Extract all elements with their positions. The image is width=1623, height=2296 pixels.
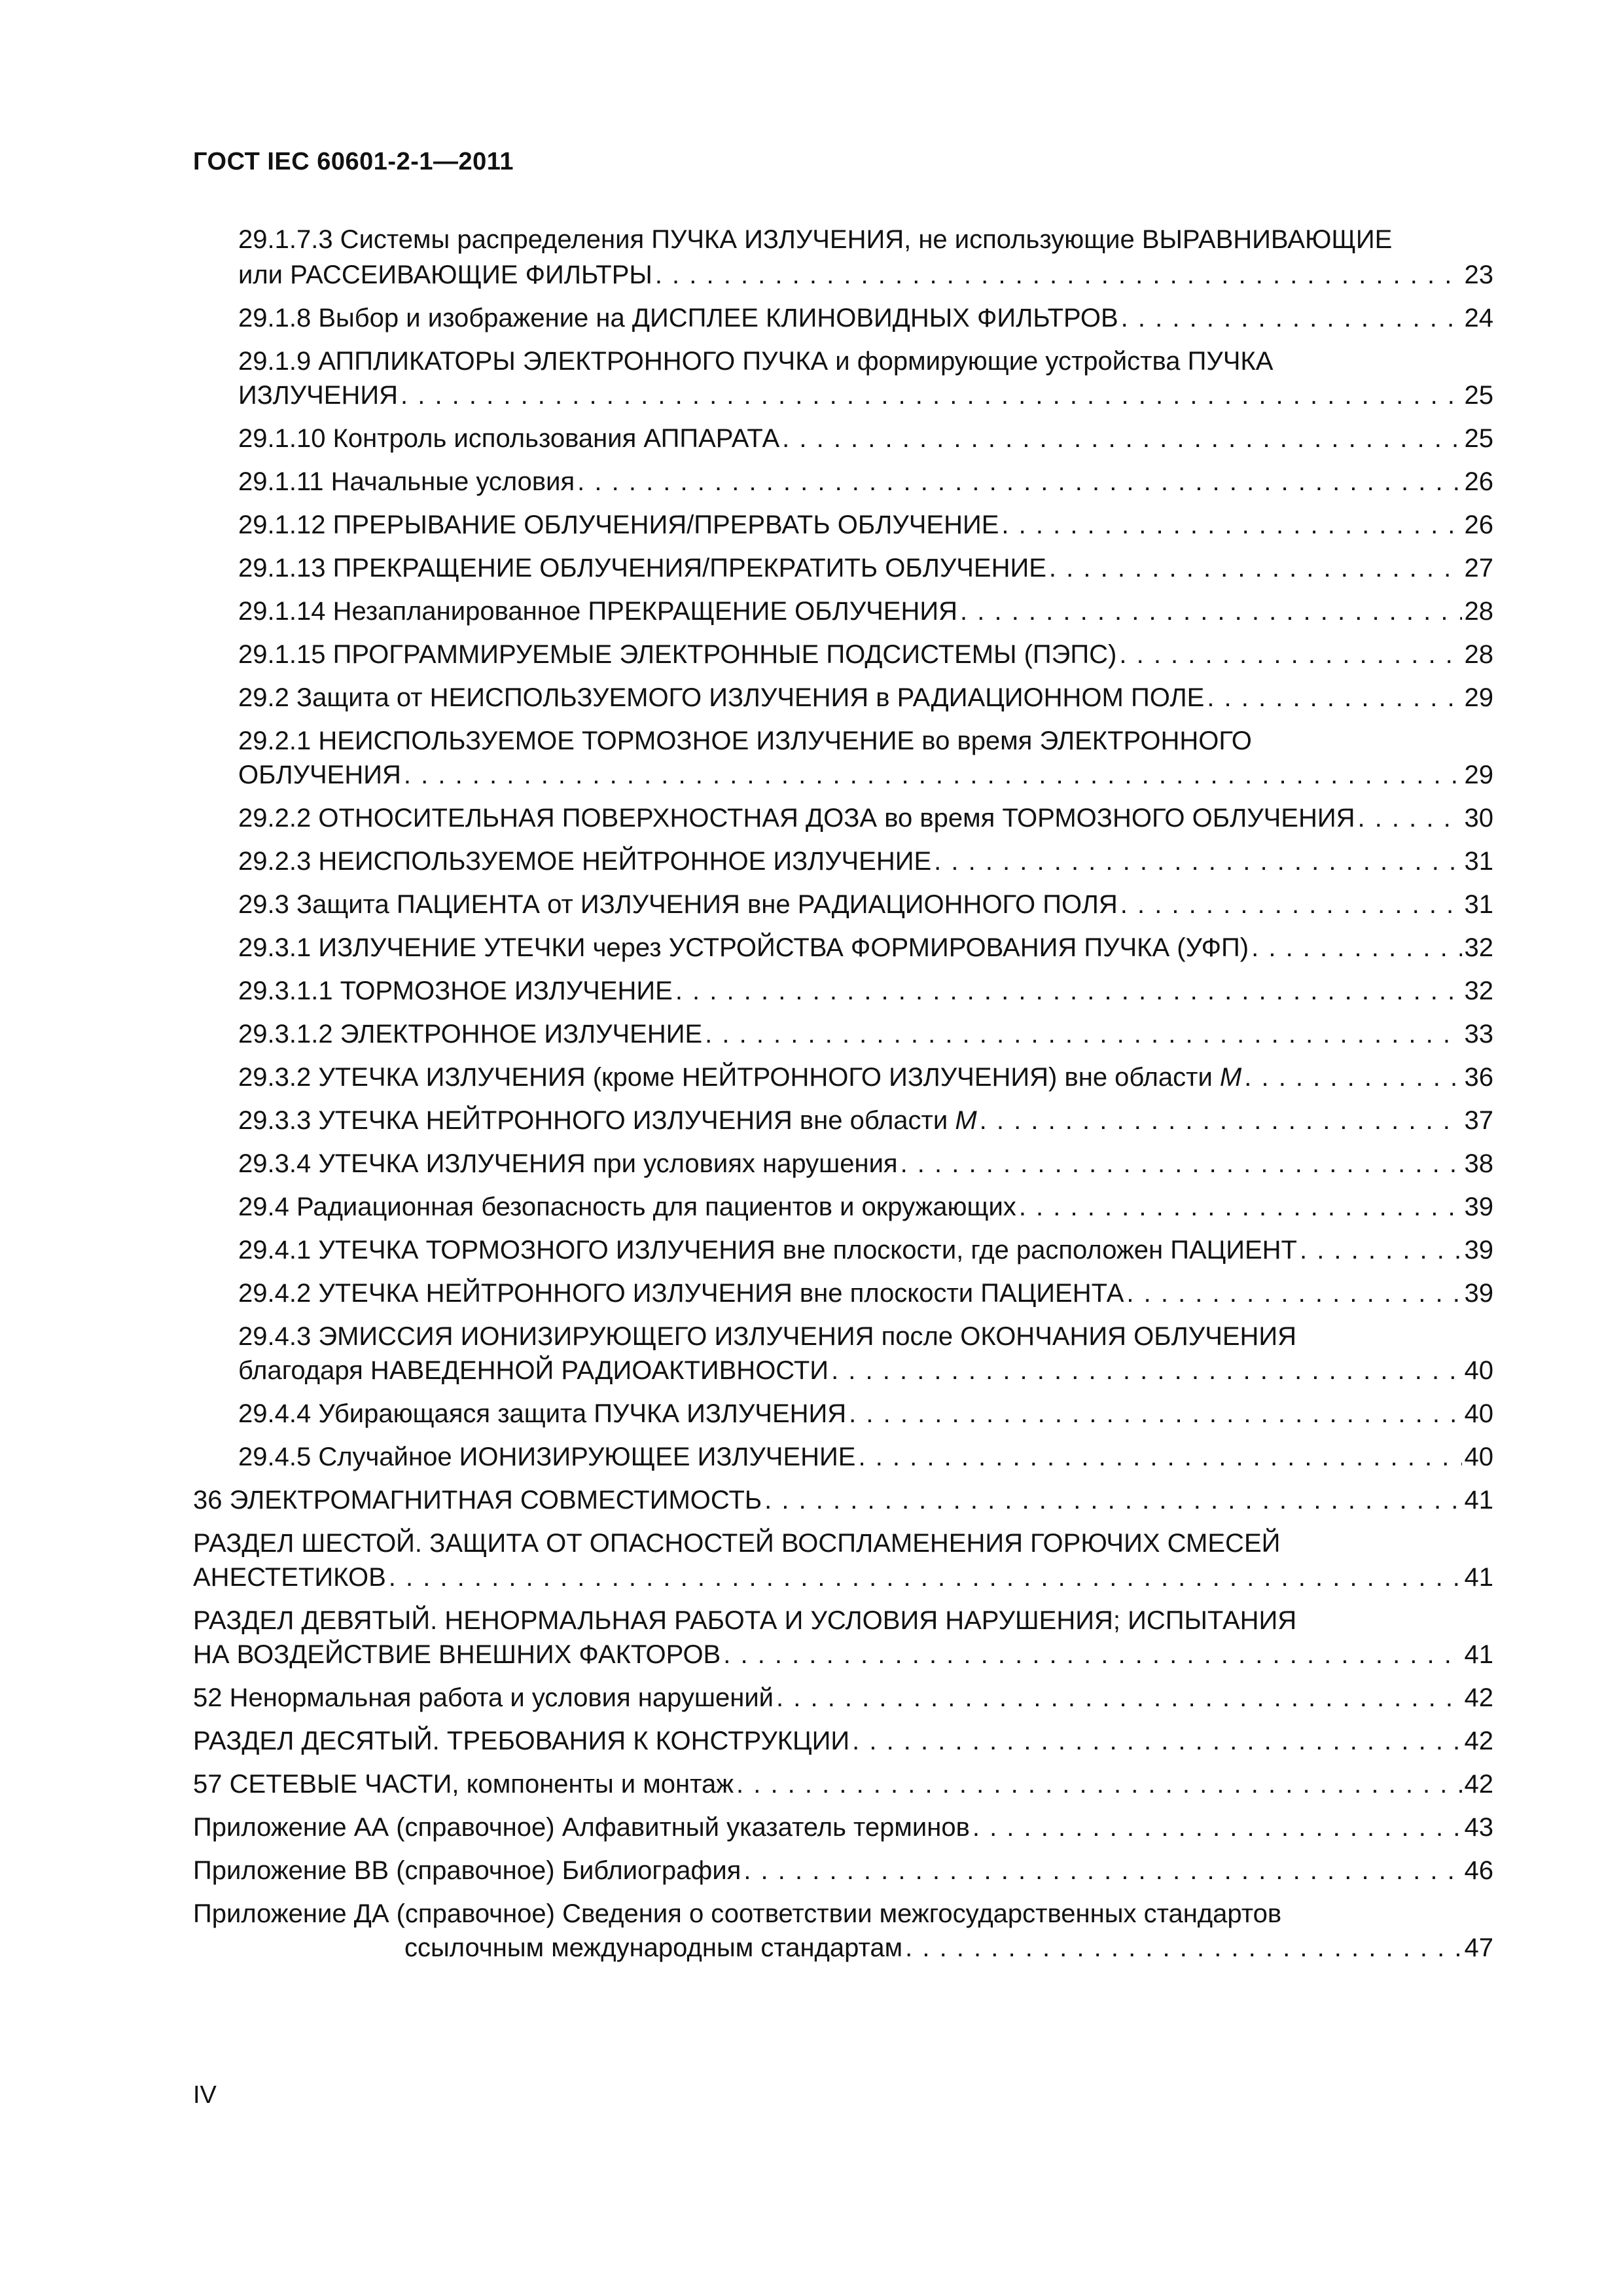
toc-entry[interactable]: [238, 509, 1493, 541]
toc-entry-first-line: 29.1.7.3 Системы распределения ПУЧКА ИЗЛУЧЕНИЯ, не использующие ВЫРАВНИВАЮЩИЕ: [238, 225, 1393, 254]
dot-leader: [776, 1682, 1461, 1713]
toc-entry[interactable]: [193, 1682, 1493, 1713]
toc-entry[interactable]: [238, 1105, 1493, 1136]
dot-leader: [1207, 682, 1461, 713]
toc-entry-title: Приложение АА (справочное) Алфавитный указатель терминов: [193, 1813, 970, 1842]
dot-leader: [1049, 552, 1462, 584]
toc-page-number: 41: [1464, 1640, 1493, 1669]
toc-entry-text: 29.3.2 УТЕЧКА ИЗЛУЧЕНИЯ (кроме НЕЙТРОННОГО ИЗЛУЧЕНИЯ) вне области: [238, 1063, 1213, 1092]
toc-entry-title: 29.3.4 УТЕЧКА ИЗЛУЧЕНИЯ при условиях нарушения: [238, 1149, 898, 1178]
toc-entry-title: НА ВОЗДЕЙСТВИЕ ВНЕШНИХ ФАКТОРОВ: [193, 1640, 721, 1669]
toc-entry-title: РАЗДЕЛ ДЕСЯТЫЙ. ТРЕБОВАНИЯ К КОНСТРУКЦИИ: [193, 1727, 850, 1755]
toc-page-number: 26: [1464, 511, 1493, 539]
toc-entry[interactable]: [238, 1234, 1493, 1266]
toc-entry-title: 36 ЭЛЕКТРОМАГНИТНАЯ СОВМЕСТИМОСТЬ: [193, 1486, 762, 1515]
toc-page-number: 42: [1464, 1683, 1493, 1712]
toc-entry[interactable]: [238, 1191, 1493, 1223]
toc-entry[interactable]: [238, 380, 1493, 411]
toc-entry-title: ИЗЛУЧЕНИЯ: [238, 381, 398, 410]
toc-page-number: 46: [1464, 1856, 1493, 1885]
dot-leader: [389, 1562, 1462, 1593]
toc-page-number: 47: [1464, 1933, 1493, 1962]
dot-leader: [852, 1725, 1461, 1757]
dot-leader: [736, 1768, 1462, 1800]
toc-entry-title: 29.4 Радиационная безопасность для пациентов и окружающих: [238, 1193, 1016, 1221]
toc-page-number: 39: [1464, 1236, 1493, 1265]
toc-entry[interactable]: [193, 1855, 1493, 1886]
toc-entry-italic-symbol: M: [1219, 1063, 1242, 1092]
toc-entry-title: 29.1.11 Начальные условия: [238, 467, 575, 496]
dot-leader: [960, 596, 1461, 627]
toc-entry[interactable]: [238, 1441, 1493, 1473]
toc-entry-title: 29.2.2 ОТНОСИТЕЛЬНАЯ ПОВЕРХНОСТНАЯ ДОЗА во время ТОРМОЗНОГО ОБЛУЧЕНИЯ: [238, 804, 1355, 833]
dot-leader: [1121, 302, 1462, 334]
toc-entry[interactable]: [238, 682, 1493, 713]
toc-entry-first-line: 29.1.9 АППЛИКАТОРЫ ЭЛЕКТРОННОГО ПУЧКА и формирующие устройства ПУЧКА: [238, 347, 1274, 376]
toc-entry-first-line: 29.4.3 ЭМИССИЯ ИОНИЗИРУЮЩЕГО ИЗЛУЧЕНИЯ после ОКОНЧАНИЯ ОБЛУЧЕНИЯ: [238, 1322, 1297, 1351]
toc-page-number: 28: [1464, 597, 1493, 626]
toc-entry-first-line: Приложение ДА (справочное) Сведения о соответствии межгосударственных стандартов: [193, 1899, 1282, 1928]
toc-page-number: 40: [1464, 1356, 1493, 1385]
dot-leader: [858, 1441, 1461, 1473]
document-header: ГОСТ IEC 60601-2-1—2011: [193, 148, 514, 175]
toc-entry[interactable]: [193, 1725, 1493, 1757]
toc-entry-title: 52 Ненормальная работа и условия нарушений: [193, 1683, 774, 1712]
toc-entry[interactable]: [193, 1812, 1493, 1843]
toc-entry[interactable]: [193, 1484, 1493, 1516]
dot-leader: [655, 259, 1462, 291]
dot-leader: [1119, 639, 1461, 670]
dot-leader: [1120, 889, 1462, 920]
dot-leader: [1019, 1191, 1462, 1223]
toc-page-number: 38: [1464, 1149, 1493, 1178]
dot-leader: [743, 1855, 1461, 1886]
dot-leader: [831, 1355, 1461, 1386]
toc-entry-italic-symbol: M: [955, 1106, 977, 1135]
toc-page-number: 41: [1464, 1486, 1493, 1515]
toc-entry[interactable]: [238, 466, 1493, 497]
toc-page-number: 23: [1464, 260, 1493, 289]
dot-leader: [675, 975, 1462, 1007]
toc-page-number: 39: [1464, 1279, 1493, 1308]
toc-entry-first-line: РАЗДЕЛ ДЕВЯТЫЙ. НЕНОРМАЛЬНАЯ РАБОТА И УСЛОВИЯ НАРУШЕНИЯ; ИСПЫТАНИЯ: [193, 1606, 1297, 1635]
toc-entry[interactable]: [238, 639, 1493, 670]
toc-page-number: 42: [1464, 1770, 1493, 1799]
toc-page-number: 43: [1464, 1813, 1493, 1842]
toc-entry-title: Приложение ВВ (справочное) Библиография: [193, 1856, 741, 1885]
toc-entry-title: 29.4.2 УТЕЧКА НЕЙТРОННОГО ИЗЛУЧЕНИЯ вне плоскости ПАЦИЕНТА: [238, 1279, 1124, 1308]
toc-entry-title: 29.1.14 Незапланированное ПРЕКРАЩЕНИЕ ОБЛУЧЕНИЯ: [238, 597, 958, 626]
toc-entry[interactable]: [238, 596, 1493, 627]
toc-page-number: 32: [1464, 977, 1493, 1005]
toc-entry-title: 29.2 Защита от НЕИСПОЛЬЗУЕМОГО ИЗЛУЧЕНИЯ в РАДИАЦИОННОМ ПОЛЕ: [238, 683, 1205, 712]
toc-entry-title: 29.1.10 Контроль использования АППАРАТА: [238, 424, 780, 453]
dot-leader: [404, 759, 1462, 791]
toc-page-number: 24: [1464, 304, 1493, 332]
dot-leader: [1244, 1062, 1461, 1093]
toc-page-number: 29: [1464, 683, 1493, 712]
toc-entry-title: [238, 1105, 977, 1136]
toc-page-number: 42: [1464, 1727, 1493, 1755]
dot-leader: [577, 466, 1461, 497]
toc-entry-title: 57 СЕТЕВЫЕ ЧАСТИ, компоненты и монтаж: [193, 1770, 734, 1799]
toc-page-number: 26: [1464, 467, 1493, 496]
dot-leader: [905, 1932, 1461, 1964]
toc-entry-title: 29.2.3 НЕИСПОЛЬЗУЕМОЕ НЕЙТРОННОЕ ИЗЛУЧЕНИЕ: [238, 847, 932, 876]
toc-entry[interactable]: [238, 1398, 1493, 1429]
toc-entry[interactable]: [238, 975, 1493, 1007]
toc-entry[interactable]: [238, 1278, 1493, 1309]
toc-page-number: 41: [1464, 1563, 1493, 1592]
toc-entry-title: или РАССЕИВАЮЩИЕ ФИЛЬТРЫ: [238, 260, 652, 289]
toc-entry-title: 29.1.13 ПРЕКРАЩЕНИЕ ОБЛУЧЕНИЯ/ПРЕКРАТИТЬ ОБЛУЧЕНИЕ: [238, 554, 1046, 583]
toc-entry[interactable]: [238, 932, 1493, 963]
dot-leader: [901, 1148, 1462, 1179]
toc-entry[interactable]: [193, 1768, 1493, 1800]
dot-leader: [1001, 509, 1461, 541]
toc-entry-first-line: 29.2.1 НЕИСПОЛЬЗУЕМОЕ ТОРМОЗНОЕ ИЗЛУЧЕНИЕ во время ЭЛЕКТРОННОГО: [238, 726, 1252, 755]
toc-entry[interactable]: [238, 802, 1493, 834]
toc-page-number: 33: [1464, 1020, 1493, 1049]
toc-page-number: 27: [1464, 554, 1493, 583]
dot-leader: [764, 1484, 1461, 1516]
toc-entry-title: 29.3.1.2 ЭЛЕКТРОННОЕ ИЗЛУЧЕНИЕ: [238, 1020, 703, 1049]
dot-leader: [1357, 802, 1461, 834]
dot-leader: [782, 423, 1461, 454]
toc-entry-title: АНЕСТЕТИКОВ: [193, 1563, 386, 1592]
toc-entry-title: 29.4.5 Случайное ИОНИЗИРУЮЩЕЕ ИЗЛУЧЕНИЕ: [238, 1443, 856, 1471]
dot-leader: [401, 380, 1462, 411]
dot-leader: [1126, 1278, 1461, 1309]
toc-page-number: 39: [1464, 1193, 1493, 1221]
toc-entry[interactable]: [238, 302, 1493, 334]
toc-page-number: 36: [1464, 1063, 1493, 1092]
toc-page-number: 28: [1464, 640, 1493, 669]
toc-entry-title: 29.1.15 ПРОГРАММИРУЕМЫЕ ЭЛЕКТРОННЫЕ ПОДСИСТЕМЫ (ПЭПС): [238, 640, 1117, 669]
toc-entry-title: 29.1.12 ПРЕРЫВАНИЕ ОБЛУЧЕНИЯ/ПРЕРВАТЬ ОБЛУЧЕНИЕ: [238, 511, 999, 539]
toc-page-number: 31: [1464, 890, 1493, 919]
toc-entry[interactable]: [238, 846, 1493, 877]
toc-entry[interactable]: [238, 259, 1493, 291]
toc-page-number: 29: [1464, 761, 1493, 789]
toc-page-number: 30: [1464, 804, 1493, 833]
dot-leader: [980, 1105, 1462, 1136]
toc-entry-title: ссылочным международным стандартам: [404, 1933, 903, 1962]
page-number: IV: [193, 2081, 217, 2109]
toc-entry-title: ОБЛУЧЕНИЯ: [238, 761, 401, 789]
dot-leader: [972, 1812, 1462, 1843]
dot-leader: [723, 1639, 1461, 1670]
dot-leader: [934, 846, 1461, 877]
dot-leader: [1251, 932, 1461, 963]
toc-entry-text: 29.3.3 УТЕЧКА НЕЙТРОННОГО ИЗЛУЧЕНИЯ вне области: [238, 1106, 948, 1135]
toc-page-number: 31: [1464, 847, 1493, 876]
toc-entry-title: 29.4.4 Убирающаяся защита ПУЧКА ИЗЛУЧЕНИЯ: [238, 1399, 847, 1428]
toc-entry-title: [238, 1062, 1241, 1093]
toc-entry[interactable]: [404, 1932, 1493, 1964]
toc-entry[interactable]: [238, 552, 1493, 584]
toc-entry[interactable]: [238, 759, 1493, 791]
toc-entry[interactable]: [238, 889, 1493, 920]
toc-entry[interactable]: [238, 1148, 1493, 1179]
toc-entry-title: 29.3.1.1 ТОРМОЗНОЕ ИЗЛУЧЕНИЕ: [238, 977, 673, 1005]
toc-page-number: 37: [1464, 1106, 1493, 1135]
toc-entry[interactable]: [238, 1018, 1493, 1050]
toc-entry-title: 29.3 Защита ПАЦИЕНТА от ИЗЛУЧЕНИЯ вне РАДИАЦИОННОГО ПОЛЯ: [238, 890, 1118, 919]
toc-page-number: 40: [1464, 1443, 1493, 1471]
toc-entry[interactable]: [238, 1062, 1493, 1093]
dot-leader: [705, 1018, 1461, 1050]
toc-page-number: 25: [1464, 381, 1493, 410]
dot-leader: [1300, 1234, 1462, 1266]
toc-entry[interactable]: [238, 1355, 1493, 1386]
toc-page-number: 40: [1464, 1399, 1493, 1428]
toc-page-number: 25: [1464, 424, 1493, 453]
dot-leader: [849, 1398, 1461, 1429]
toc-entry-title: 29.4.1 УТЕЧКА ТОРМОЗНОГО ИЗЛУЧЕНИЯ вне плоскости, где расположен ПАЦИЕНТ: [238, 1236, 1297, 1265]
toc-entry[interactable]: [193, 1639, 1493, 1670]
toc-page-number: 32: [1464, 933, 1493, 962]
toc-entry-title: 29.3.1 ИЗЛУЧЕНИЕ УТЕЧКИ через УСТРОЙСТВА ФОРМИРОВАНИЯ ПУЧКА (УФП): [238, 933, 1249, 962]
toc-entry-title: благодаря НАВЕДЕННОЙ РАДИОАКТИВНОСТИ: [238, 1356, 829, 1385]
toc-entry[interactable]: [193, 1562, 1493, 1593]
toc-entry[interactable]: [238, 423, 1493, 454]
toc-entry-title: 29.1.8 Выбор и изображение на ДИСПЛЕЕ КЛИНОВИДНЫХ ФИЛЬТРОВ: [238, 304, 1118, 332]
toc-entry-first-line: РАЗДЕЛ ШЕСТОЙ. ЗАЩИТА ОТ ОПАСНОСТЕЙ ВОСПЛАМЕНЕНИЯ ГОРЮЧИХ СМЕСЕЙ: [193, 1529, 1281, 1558]
